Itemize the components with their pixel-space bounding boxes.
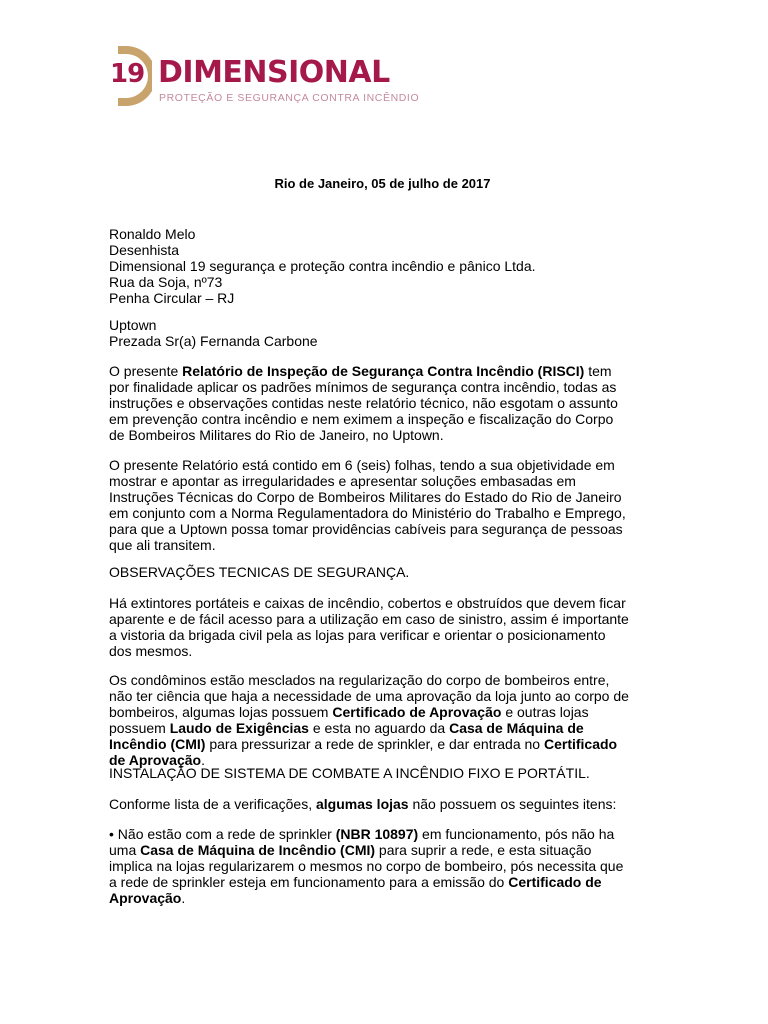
sender-role: Desenhista xyxy=(109,242,180,258)
heading-observations: OBSERVAÇÕES TECNICAS DE SEGURANÇA. xyxy=(109,564,410,580)
bold-run: Certificado de Aprovação xyxy=(332,704,502,720)
bold-run: (NBR 10897) xyxy=(335,826,419,842)
text-run: . xyxy=(201,752,205,768)
date-line: Rio de Janeiro, 05 de julho de 2017 xyxy=(274,176,491,191)
bold-run: Laudo de Exigências xyxy=(169,720,309,736)
heading-installation: INSTALAÇÃO DE SISTEMA DE COMBATE A INCÊNDIO FIXO E PORTÁTIL. xyxy=(109,765,590,781)
paragraph-intro xyxy=(109,363,629,443)
sender-name: Ronaldo Melo xyxy=(109,226,196,242)
logo-number: 19 xyxy=(110,59,145,89)
recipient-greeting: Prezada Sr(a) Fernanda Carbone xyxy=(109,333,318,349)
sender-district: Penha Circular – RJ xyxy=(109,290,235,306)
paragraph-checklist xyxy=(109,796,629,812)
text-run: em funcionamento, pós não ha uma xyxy=(109,826,615,858)
bold-run: Casa de Máquina de Incêndio (CMI) xyxy=(109,720,584,752)
text-run: e esta no aguardo da xyxy=(308,720,450,736)
sender-company: Dimensional 19 segurança e proteção contra incêndio e pânico Ltda. xyxy=(109,258,536,274)
logo-name: DIMENSIONAL xyxy=(158,55,390,90)
text-run: não possuem os seguintes itens: xyxy=(408,796,617,812)
text-run: Conforme lista de a verificações, xyxy=(109,796,316,812)
text-run: Os condôminos estão mesclados na regularização do corpo de bombeiros entre, não ter ciência que haja a necessidade de uma aprovação da loja junto ao corpo de bombeiros, algumas lojas possuem xyxy=(109,672,629,720)
paragraph-sprinkler xyxy=(109,826,629,906)
bold-run: Certificado de Aprovação xyxy=(109,874,602,906)
paragraph-intro-rest: tem por finalidade aplicar os padrões mínimos de segurança contra incêndio, todas as instruções e observações contidas neste relatório técnico, não esgotam o assunto em prevenção contra incêndio e nem eximem a inspeção e fiscalização do Corpo de Bombeiros Militares do Rio de Janeiro, no Uptown. xyxy=(109,363,618,443)
company-logo xyxy=(108,44,420,108)
recipient-org: Uptown xyxy=(109,317,157,333)
paragraph-condominiums xyxy=(109,672,629,768)
paragraph-intro-lead: O presente xyxy=(109,363,183,379)
risci-title: Relatório de Inspeção de Segurança Contra Incêndio (RISCI) xyxy=(182,363,585,379)
paragraph-scope: O presente Relatório está contido em 6 (seis) folhas, tendo a sua objetividade em mostrar e apontar as irregularidades e apresentar soluções embasadas em Instruções Técnicas do Corpo de Bombeiros Militares do Estado do Rio de Janeiro em conjunto com a Norma Regulamentadora do Ministério do Trabalho e Emprego, para que a Uptown possa tomar providências cabíveis para segurança de pessoas que ali transitem. xyxy=(109,457,626,553)
logo-tagline: PROTEÇÃO E SEGURANÇA CONTRA INCÊNDIO xyxy=(159,92,420,104)
sender-street: Rua da Soja, nº73 xyxy=(109,274,223,290)
bold-run: Casa de Máquina de Incêndio (CMI) xyxy=(140,842,376,858)
paragraph-extinguishers: Há extintores portáteis e caixas de incêndio, cobertos e obstruídos que devem ficar aparente e de fácil acesso para a utilização em caso de sinistro, assim é importante a vistoria da brigada civil pela as lojas para verificar e orientar o posicionamento dos mesmos. xyxy=(109,595,629,659)
text-run: e outras lojas possuem xyxy=(109,704,589,736)
text-run: • Não estão com a rede de sprinkler xyxy=(109,826,336,842)
text-run: para suprir a rede, e esta situação implica na lojas regularizarem o mesmos no corpo de bombeiro, pós necessita que a rede de sprinkler esteja em funcionamento para a emissão do xyxy=(109,842,624,890)
text-run: . xyxy=(181,890,186,906)
sender-block xyxy=(109,226,629,306)
bold-run: algumas lojas xyxy=(315,796,409,812)
text-run: para pressurizar a rede de sprinkler, e dar entrada no xyxy=(205,736,544,752)
recipient-block xyxy=(109,317,629,349)
bold-run: Certificado de Aprovação xyxy=(109,736,618,768)
